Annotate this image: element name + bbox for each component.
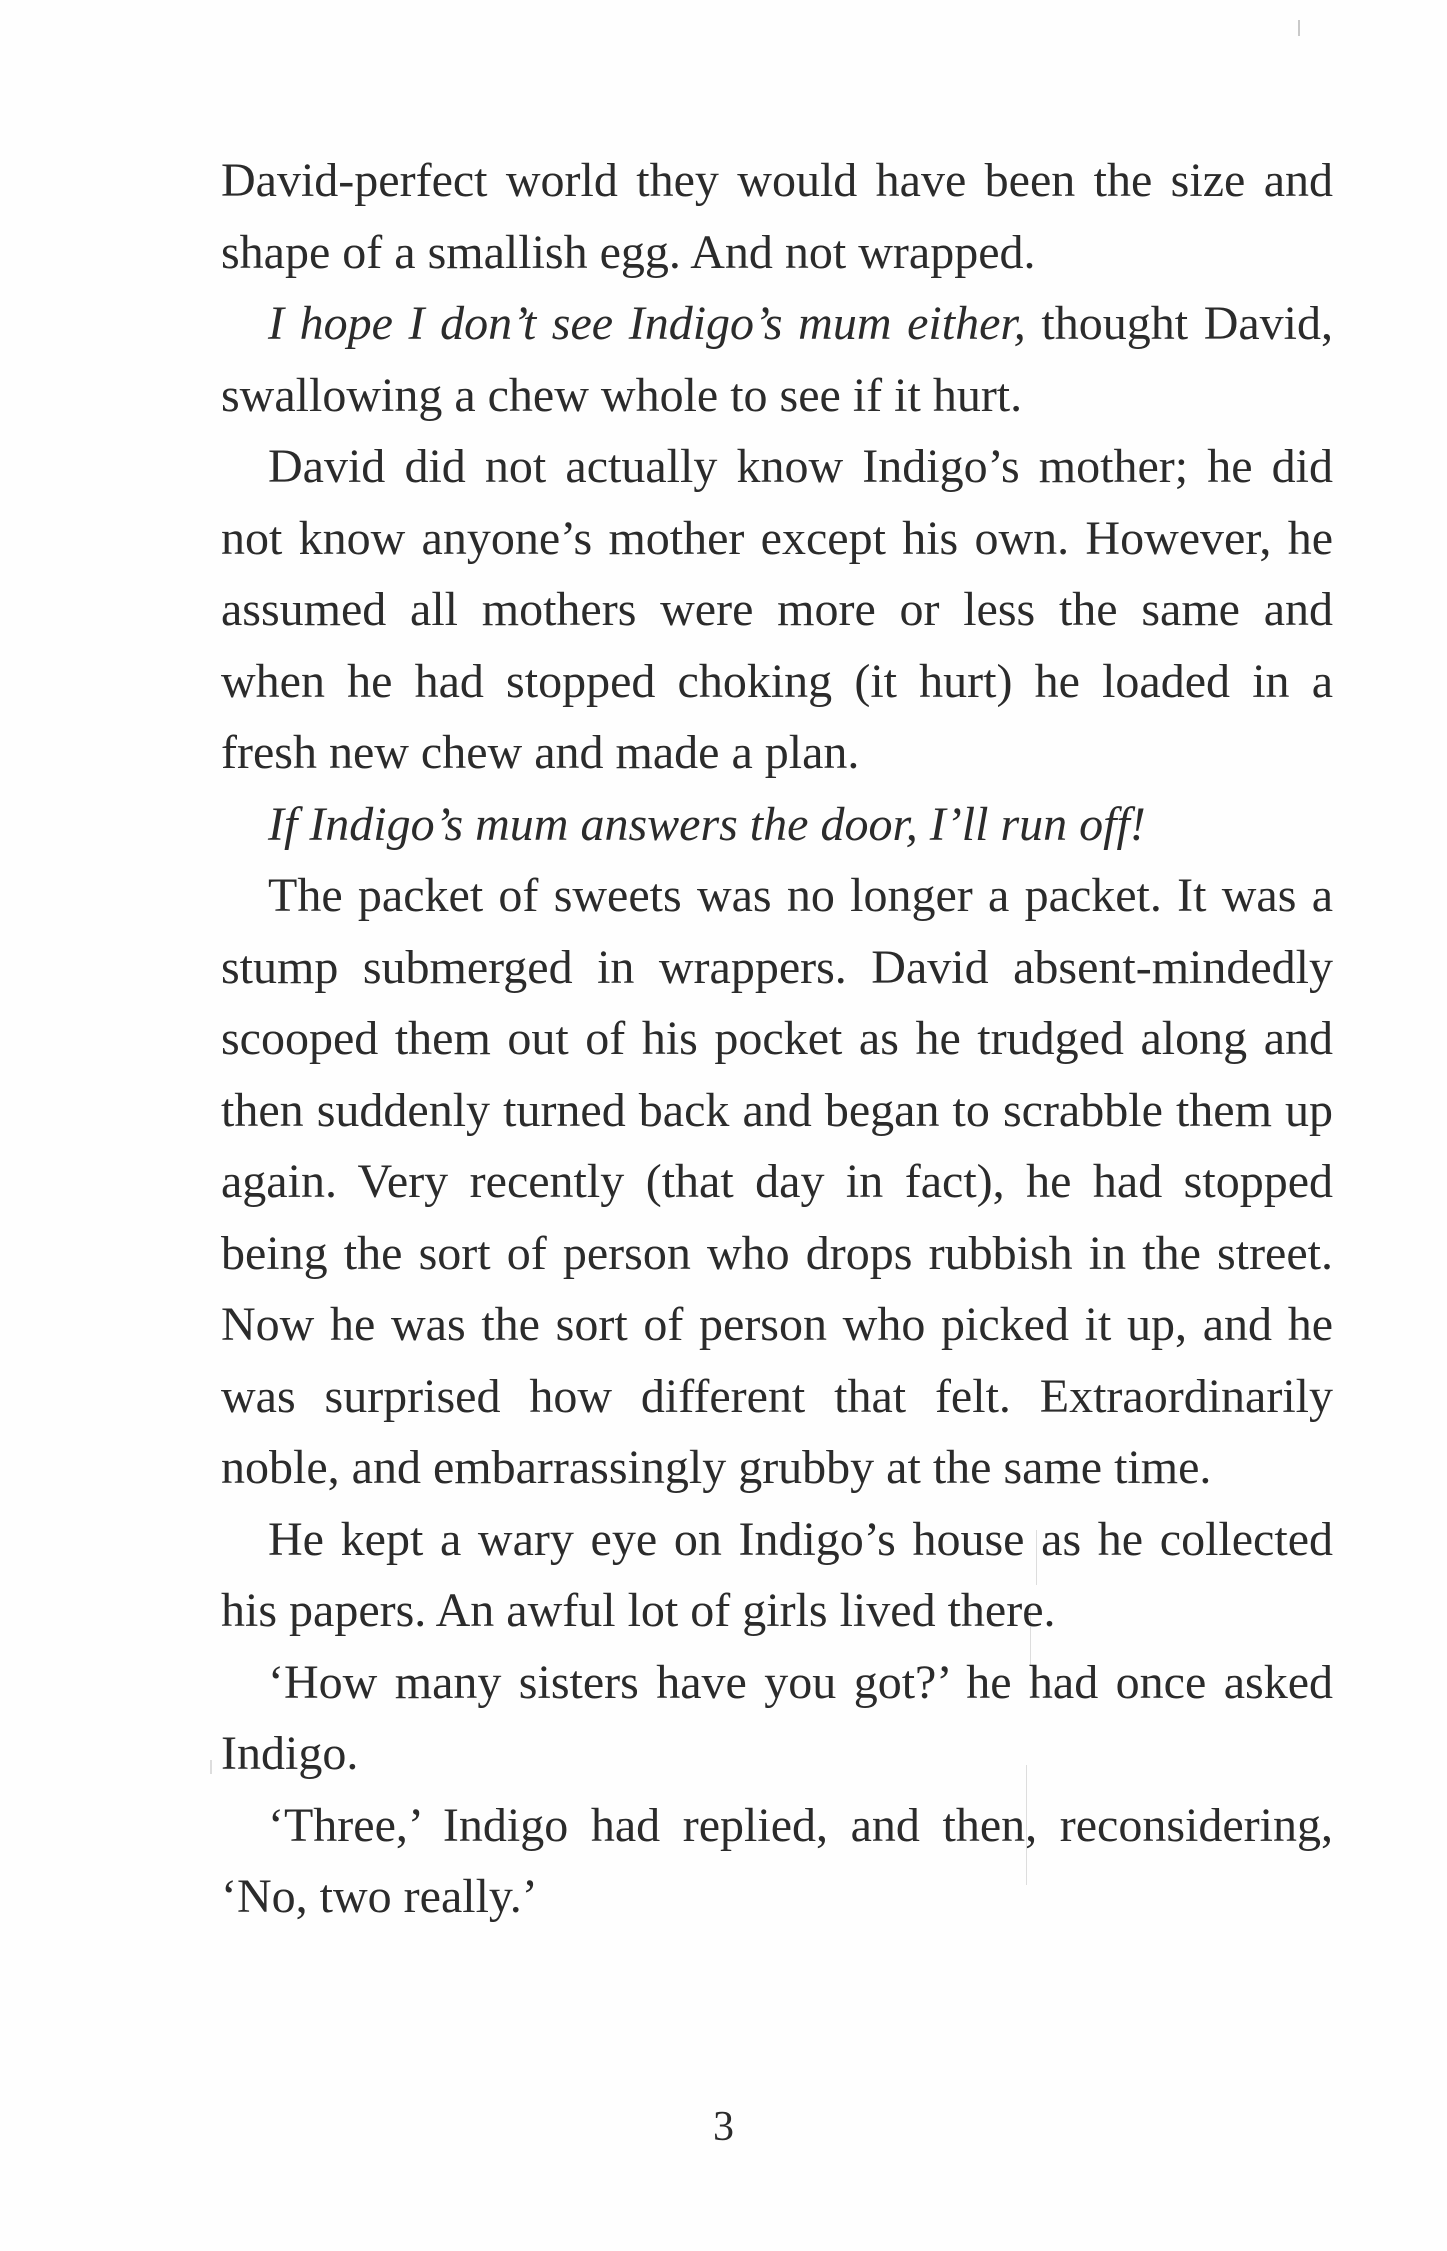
body-text bbox=[221, 145, 1333, 1933]
paragraph-1 bbox=[221, 145, 1333, 288]
paragraph-7 bbox=[221, 1647, 1333, 1790]
paragraph-6 bbox=[221, 1504, 1333, 1647]
paragraph-3 bbox=[221, 431, 1333, 789]
paragraph-2-italic-thought: I hope I don’t see Indigo’s mum either, bbox=[268, 297, 1026, 350]
paragraph-1-text: David-perfect world they would have been the size and shape of a smallish egg. And not wrapped. bbox=[221, 154, 1333, 279]
scan-artifact-mark bbox=[1298, 20, 1300, 36]
paragraph-6-text: He kept a wary eye on Indigo’s house as he collected his papers. An awful lot of girls lived there. bbox=[221, 1512, 1333, 1637]
paragraph-5 bbox=[221, 860, 1333, 1504]
paragraph-4-italic-thought: If Indigo’s mum answers the door, I’ll run off! bbox=[268, 797, 1146, 851]
paragraph-3-text: David did not actually know Indigo’s mother; he did not know anyone’s mother except his own. However, he assumed all mothers were more or less the same and when he had stopped choking (it hurt) he loaded in a fresh new chew and made a plan. bbox=[221, 440, 1333, 779]
paragraph-5-text: The packet of sweets was no longer a packet. It was a stump submerged in wrappers. David absent-mindedly scooped them out of his pocket as he trudged along and then suddenly turned back and began to scrabble them up again. Very recently (that day in fact), he had stopped being the sort of person who drops rubbish in the street. Now he was the sort of person who picked it up, and he was surprised how different that felt. Extraordinarily noble, and embarrassingly grubby at the same time. bbox=[221, 869, 1333, 1494]
paragraph-2-text: thought David, swallowing a chew whole to see if it hurt. bbox=[221, 297, 1334, 422]
paragraph-8 bbox=[221, 1790, 1333, 1933]
paragraph-7-text: ‘How many sisters have you got?’ he had once asked Indigo. bbox=[221, 1655, 1333, 1780]
paragraph-4 bbox=[221, 789, 1333, 861]
paragraph-8-text: ‘Three,’ Indigo had replied, and then, reconsidering, ‘No, two really.’ bbox=[221, 1798, 1333, 1923]
scan-artifact-mark bbox=[210, 1760, 212, 1774]
paragraph-2 bbox=[221, 288, 1333, 431]
page-number: 3 bbox=[713, 2104, 734, 2150]
